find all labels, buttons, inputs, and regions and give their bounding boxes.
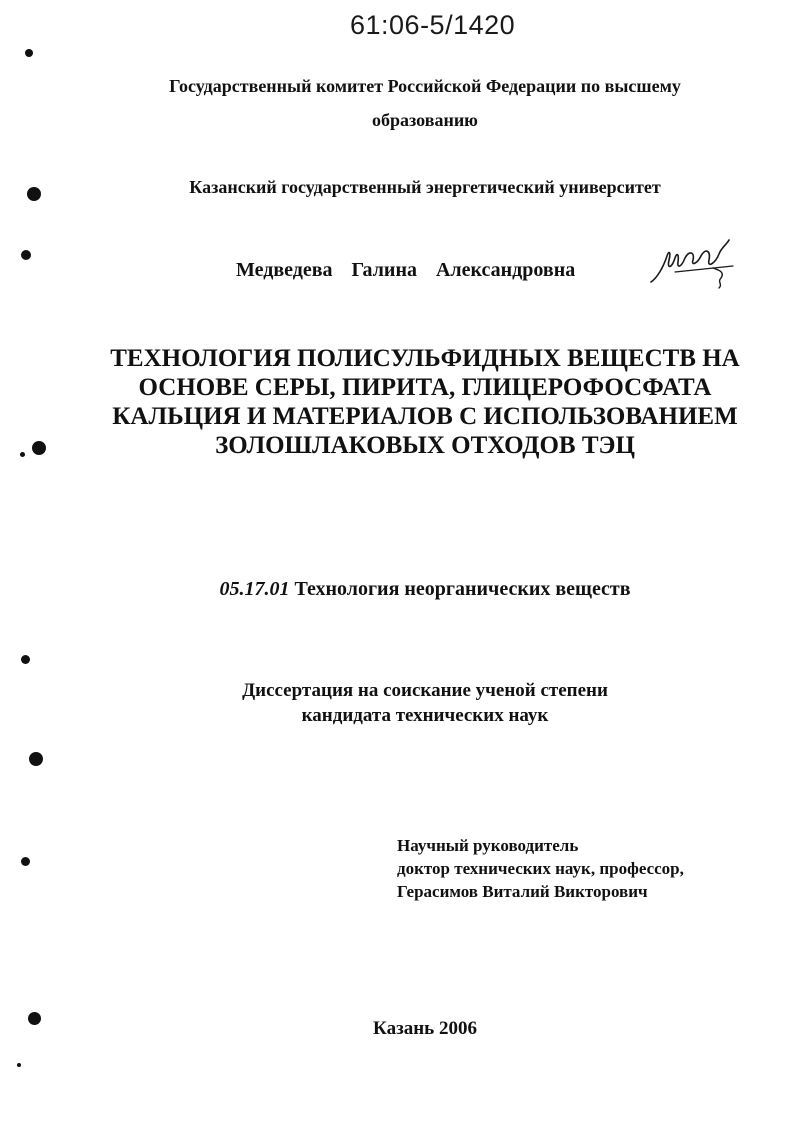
binding-hole-mark	[25, 49, 33, 57]
signature-icon	[645, 238, 740, 293]
binding-hole-mark	[21, 857, 30, 866]
thesis-title-line: ТЕХНОЛОГИЯ ПОЛИСУЛЬФИДНЫХ ВЕЩЕСТВ НА	[110, 345, 740, 372]
specialty-name: Технология неорганических веществ	[294, 578, 631, 600]
specialty-code: 05.17.01	[219, 578, 290, 600]
archive-number: 61:06-5/1420	[350, 10, 516, 40]
binding-hole-mark	[21, 250, 31, 260]
thesis-title-line: ЗОЛОШЛАКОВЫХ ОТХОДОВ ТЭЦ	[215, 432, 635, 459]
thesis-title-line: КАЛЬЦИЯ И МАТЕРИАЛОВ С ИСПОЛЬЗОВАНИЕМ	[112, 403, 738, 430]
supervisor-label: Научный руководитель	[397, 836, 579, 855]
binding-hole-mark	[32, 441, 46, 455]
binding-hole-mark	[28, 1012, 41, 1025]
thesis-title-line: ОСНОВЕ СЕРЫ, ПИРИТА, ГЛИЦЕРОФОСФАТА	[138, 374, 712, 401]
supervisor-name: Герасимов Виталий Викторович	[397, 882, 648, 901]
specialty	[130, 578, 720, 601]
binding-hole-mark	[17, 1063, 21, 1067]
city-year: Казань 2006	[373, 1018, 477, 1039]
binding-hole-mark	[29, 752, 43, 766]
committee-name-line1: Государственный комитет Российской Федерации по высшему	[169, 76, 681, 96]
thesis-title	[90, 344, 760, 460]
degree-statement-line1: Диссертация на соискание ученой степени	[242, 680, 608, 701]
degree-statement-line2: кандидата технических наук	[301, 705, 549, 726]
university-name: Казанский государственный энергетический университет	[189, 177, 661, 197]
committee-name-line2: образованию	[372, 110, 478, 130]
binding-hole-mark	[27, 187, 41, 201]
supervisor-degree: доктор технических наук, профессор,	[397, 859, 684, 878]
binding-hole-mark	[21, 655, 30, 664]
author-name: Медведева Галина Александровна	[236, 259, 576, 281]
binding-hole-mark	[20, 452, 25, 457]
